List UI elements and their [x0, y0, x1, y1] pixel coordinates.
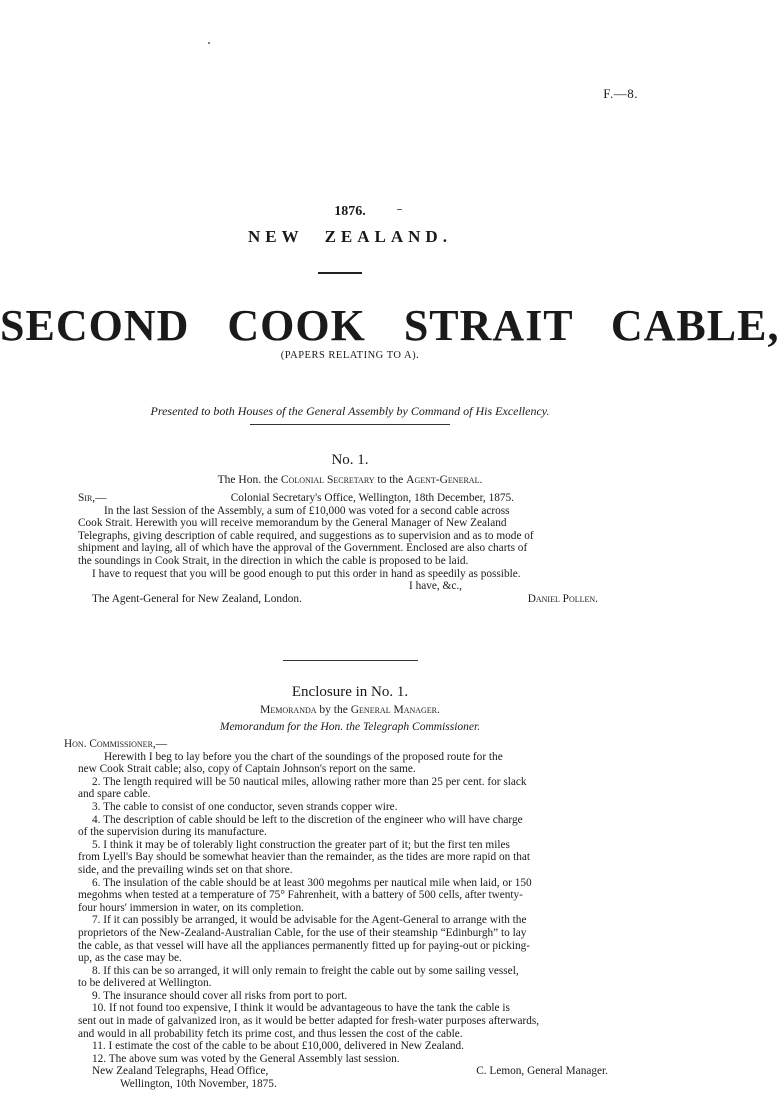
document-reference: F.—8. — [603, 86, 638, 101]
letter-line: the soundings in Cook Strait, in the direction in which the cable is proposed to be laid. — [78, 554, 469, 567]
year-heading: 1876. — [334, 204, 366, 219]
memo-line: the cable, as that vessel will have all the appliances permanently fitted up for paying-out or picking- — [78, 939, 531, 952]
to-title: Agent-General. — [406, 474, 483, 486]
memoranda-by: by the — [316, 704, 351, 716]
country-heading: NEW ZEALAND. — [248, 227, 452, 246]
memo-line: 2. The length required will be 50 nautical miles, allowing rather more than 25 per cent. for slack — [92, 775, 527, 788]
memo-line: 5. I think it may be of tolerably light construction the greater part of it; but the first ten miles — [92, 838, 510, 851]
presented-note: Presented to both Houses of the General Assembly by Command of His Excellency. — [150, 404, 550, 418]
memoranda-word: Memoranda — [260, 704, 317, 716]
memo-signature-row — [78, 1065, 626, 1078]
memorandum-subtitle: Memorandum for the Hon. the Telegraph Commissioner. — [219, 721, 481, 733]
memo-line: 7. If it can possibly be arranged, it would be advisable for the Agent-General to arrange with the — [92, 914, 527, 927]
memo-line: from Lyell's Bay should be somewhat heavier than the remainder, as the tides are more rapid on that — [78, 851, 531, 864]
letter-number-heading: No. 1. — [331, 452, 369, 468]
letter-line: shipment and laying, all of which have the approval of the Government. Enclosed are also charts of — [78, 542, 528, 555]
memorandum-body — [64, 738, 626, 1091]
document-subtitle: (PAPERS RELATING TO A). — [280, 350, 420, 361]
enclosure-heading: Enclosure in No. 1. — [291, 684, 409, 700]
memo-line: and would in all probability fetch its prime cost, and thus lessen the cost of the cable. — [78, 1027, 463, 1040]
memo-line: side, and the prevailing winds set on that shore. — [78, 863, 293, 876]
memoranda-title — [0, 704, 700, 716]
memoranda-author: General Manager. — [350, 704, 440, 716]
from-to-connector: to the — [374, 474, 407, 486]
from-to-prefix: The Hon. the — [217, 474, 281, 486]
memo-salutation: Hon. Commissioner,— — [64, 738, 168, 750]
letter-body — [78, 492, 626, 605]
speck-mark — [208, 42, 210, 44]
letter-signature: Daniel Pollen. — [527, 592, 598, 605]
memo-line: 9. The insurance should cover all risks from port to port. — [92, 989, 348, 1002]
short-rule-divider — [318, 272, 362, 274]
memo-office-date: Wellington, 10th November, 1875. — [120, 1078, 277, 1091]
memo-line: 8. If this can be so arranged, it will only remain to freight the cable out by some sailing vessel, — [92, 964, 519, 977]
letter-line: Cook Strait. Herewith you will receive memorandum by the General Manager of New Zealand — [78, 517, 507, 530]
letter-line: In the last Session of the Assembly, a sum of £10,000 was voted for a second cable across — [104, 504, 510, 517]
memo-line: megohms when tested at a temperature of 75° Fahrenheit, with a battery of 500 cells, after twenty- — [78, 889, 523, 902]
letter-addressee: The Agent-General for New Zealand, London. — [92, 592, 302, 605]
memo-line: 6. The insulation of the cable should be at least 300 megohms per nautical mile when laid, or 150 — [92, 876, 532, 889]
memo-line: sent out in made of galvanized iron, as it would be better adapted for fresh-water purposes afterwards, — [78, 1015, 540, 1028]
letter-line: Telegraphs, giving description of cable required, and suggestions as to supervision and as to mode of — [78, 529, 534, 542]
letter-from-to — [0, 474, 700, 486]
memo-line: four hours' immersion in water, on its completion. — [78, 901, 304, 914]
letter-salutation: Sir,— — [78, 492, 107, 504]
letter-line: I have to request that you will be good enough to put this order in hand as speedily as possible. — [92, 567, 521, 580]
memo-line: 4. The description of cable should be left to the discretion of the engineer who will have charge — [92, 813, 523, 826]
memo-line: 12. The above sum was voted by the General Assembly last session. — [92, 1052, 400, 1065]
memo-line: 11. I estimate the cost of the cable to be about £10,000, delivered in New Zealand. — [92, 1040, 464, 1053]
addressee-row — [78, 593, 626, 606]
salutation-row — [78, 492, 626, 505]
memo-line: up, as the case may be. — [78, 952, 182, 965]
memo-line: new Cook Strait cable; also, copy of Captain Johnson's report on the same. — [78, 763, 416, 776]
memo-line: to be delivered at Wellington. — [78, 977, 212, 990]
rule-divider — [283, 660, 418, 661]
memo-line: and spare cable. — [78, 788, 151, 801]
memo-signature: C. Lemon, General Manager. — [476, 1065, 608, 1078]
memo-office: New Zealand Telegraphs, Head Office, — [92, 1065, 269, 1078]
from-title: Colonial Secretary — [280, 474, 375, 486]
memo-line: Herewith I beg to lay before you the chart of the soundings of the proposed route for the — [104, 750, 503, 763]
rule-divider — [250, 424, 450, 425]
memo-line: proprietors of the New-Zealand-Australian Cable, for the use of their steamship “Edinburgh” to lay — [78, 926, 527, 939]
memo-line: 10. If not found too expensive, I think it would be advantageous to have the tank the cable is — [92, 1002, 510, 1015]
memo-line: of the supervision during its manufacture. — [78, 826, 267, 839]
letter-closing: I have, &c., — [409, 580, 463, 593]
document-title: SECOND COOK STRAIT CABLE, — [0, 301, 779, 350]
letter-place-date: Colonial Secretary's Office, Wellington, 18th December, 1875. — [230, 492, 514, 504]
memo-line: 3. The cable to consist of one conductor, seven strands copper wire. — [92, 800, 398, 813]
